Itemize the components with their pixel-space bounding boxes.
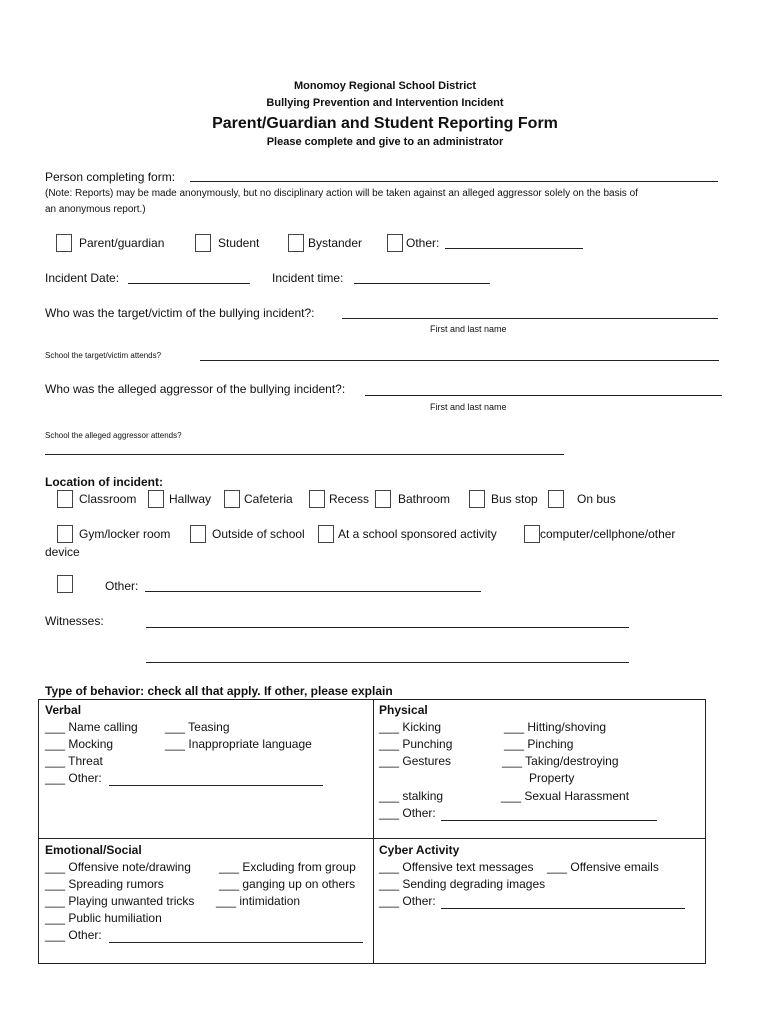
incident-date-field[interactable] <box>128 283 250 284</box>
option-parent-guardian: Parent/guardian <box>79 236 165 250</box>
location-other-label: Other: <box>105 579 139 593</box>
option-other-role: Other: <box>406 236 440 250</box>
anonymous-note-line1: (Note: Reports) may be made anonymously, but no disciplinary action will be taken against an alleged aggressor solely on the basis of <box>45 188 638 199</box>
emotional-excluding[interactable]: ___ Excluding from group <box>219 860 356 874</box>
verbal-other[interactable]: ___ Other: <box>45 771 102 785</box>
physical-kicking[interactable]: ___ Kicking <box>379 720 442 734</box>
cyber-title: Cyber Activity <box>379 843 460 857</box>
target-name-hint: First and last name <box>430 324 507 334</box>
witnesses-label: Witnesses: <box>45 614 104 628</box>
emotional-intimidation[interactable]: ___ intimidation <box>216 894 301 908</box>
physical-gestures[interactable]: ___ Gestures <box>379 754 452 768</box>
physical-other-field[interactable] <box>441 820 657 821</box>
aggressor-school-label: School the alleged aggressor attends? <box>45 431 182 440</box>
cyber-other[interactable]: ___ Other: <box>379 894 436 908</box>
target-name-field[interactable] <box>342 318 718 319</box>
checkbox-other-location[interactable] <box>57 575 73 593</box>
verbal-threat[interactable]: ___ Threat <box>45 754 103 768</box>
option-bystander: Bystander <box>308 236 363 250</box>
cyber-other-field[interactable] <box>441 908 685 909</box>
emotional-public-humiliation[interactable]: ___ Public humiliation <box>45 911 162 925</box>
cyber-degrading-images[interactable]: ___ Sending degrading images <box>379 877 546 891</box>
target-question: Who was the target/victim of the bullying incident?: <box>45 306 315 320</box>
emotional-spreading-rumors[interactable]: ___ Spreading rumors <box>45 877 164 891</box>
incident-date-label: Incident Date: <box>45 271 120 285</box>
form-subtitle: Bullying Prevention and Intervention Incident <box>266 97 504 109</box>
verbal-name-calling[interactable]: ___ Name calling <box>45 720 138 734</box>
option-student: Student <box>218 236 260 250</box>
physical-property: Property <box>529 771 575 785</box>
aggressor-name-field[interactable] <box>365 395 722 396</box>
location-bathroom: Bathroom <box>398 492 451 506</box>
checkbox-outside-school[interactable] <box>190 525 206 543</box>
checkbox-parent-guardian[interactable] <box>56 234 72 252</box>
district-name: Monomoy Regional School District <box>293 80 477 92</box>
emotional-title: Emotional/Social <box>45 843 142 857</box>
verbal-mocking[interactable]: ___ Mocking <box>45 737 114 751</box>
table-vertical-divider <box>373 700 374 963</box>
physical-stalking[interactable]: ___ stalking <box>379 789 444 803</box>
aggressor-question: Who was the alleged aggressor of the bullying incident?: <box>45 382 346 396</box>
incident-time-field[interactable] <box>354 283 490 284</box>
physical-other[interactable]: ___ Other: <box>379 806 436 820</box>
verbal-teasing[interactable]: ___ Teasing <box>165 720 230 734</box>
witnesses-field-2[interactable] <box>146 662 629 663</box>
checkbox-recess[interactable] <box>309 490 325 508</box>
checkbox-gym[interactable] <box>57 525 73 543</box>
physical-title: Physical <box>379 703 428 717</box>
location-outside-school: Outside of school <box>212 527 305 541</box>
target-school-label: School the target/victim attends? <box>45 351 162 360</box>
cyber-offensive-texts[interactable]: ___ Offensive text messages <box>379 860 534 874</box>
anonymous-note-line2: an anonymous report.) <box>45 204 146 215</box>
other-role-field[interactable] <box>445 248 583 249</box>
cyber-offensive-emails[interactable]: ___ Offensive emails <box>547 860 659 874</box>
aggressor-school-field[interactable] <box>45 454 564 455</box>
location-on-bus: On bus <box>577 492 616 506</box>
form-title: Parent/Guardian and Student Reporting Form <box>212 115 558 132</box>
person-completing-label: Person completing form: <box>45 170 176 184</box>
location-classroom: Classroom <box>79 492 137 506</box>
emotional-other[interactable]: ___ Other: <box>45 928 102 942</box>
verbal-other-field[interactable] <box>109 785 323 786</box>
verbal-title: Verbal <box>45 703 82 717</box>
verbal-inappropriate-language[interactable]: ___ Inappropriate language <box>165 737 312 751</box>
checkbox-school-activity[interactable] <box>318 525 334 543</box>
checkbox-classroom[interactable] <box>57 490 73 508</box>
behavior-table <box>38 699 706 964</box>
aggressor-name-hint: First and last name <box>430 402 507 412</box>
emotional-other-field[interactable] <box>109 942 363 943</box>
physical-hitting[interactable]: ___ Hitting/shoving <box>504 720 607 734</box>
table-horizontal-divider <box>39 838 705 839</box>
other-location-field[interactable] <box>145 591 481 592</box>
location-bus-stop: Bus stop <box>491 492 538 506</box>
location-computer: computer/cellphone/other <box>540 527 676 541</box>
location-heading: Location of incident: <box>45 475 163 489</box>
location-gym: Gym/locker room <box>79 527 171 541</box>
physical-sexual-harassment[interactable]: ___ Sexual Harassment <box>501 789 630 803</box>
location-computer-wrap: device <box>45 545 80 559</box>
target-school-field[interactable] <box>200 360 719 361</box>
checkbox-hallway[interactable] <box>148 490 164 508</box>
incident-time-label: Incident time: <box>272 271 344 285</box>
checkbox-other-role[interactable] <box>387 234 403 252</box>
checkbox-bus-stop[interactable] <box>469 490 485 508</box>
checkbox-computer[interactable] <box>524 525 540 543</box>
checkbox-student[interactable] <box>195 234 211 252</box>
physical-taking-destroying[interactable]: ___ Taking/destroying <box>502 754 619 768</box>
location-recess: Recess <box>329 492 370 506</box>
emotional-ganging-up[interactable]: ___ ganging up on others <box>219 877 356 891</box>
checkbox-bathroom[interactable] <box>375 490 391 508</box>
physical-pinching[interactable]: ___ Pinching <box>504 737 574 751</box>
location-cafeteria: Cafeteria <box>244 492 293 506</box>
person-completing-field[interactable] <box>190 181 718 182</box>
location-school-activity: At a school sponsored activity <box>338 527 497 541</box>
emotional-unwanted-tricks[interactable]: ___ Playing unwanted tricks <box>45 894 195 908</box>
checkbox-cafeteria[interactable] <box>224 490 240 508</box>
physical-punching[interactable]: ___ Punching <box>379 737 453 751</box>
behavior-heading: Type of behavior: check all that apply. If other, please explain <box>45 684 393 698</box>
checkbox-on-bus[interactable] <box>548 490 564 508</box>
emotional-offensive-note[interactable]: ___ Offensive note/drawing <box>45 860 191 874</box>
checkbox-bystander[interactable] <box>288 234 304 252</box>
witnesses-field-1[interactable] <box>146 627 629 628</box>
location-hallway: Hallway <box>169 492 212 506</box>
form-instruction: Please complete and give to an administrator <box>266 136 504 148</box>
